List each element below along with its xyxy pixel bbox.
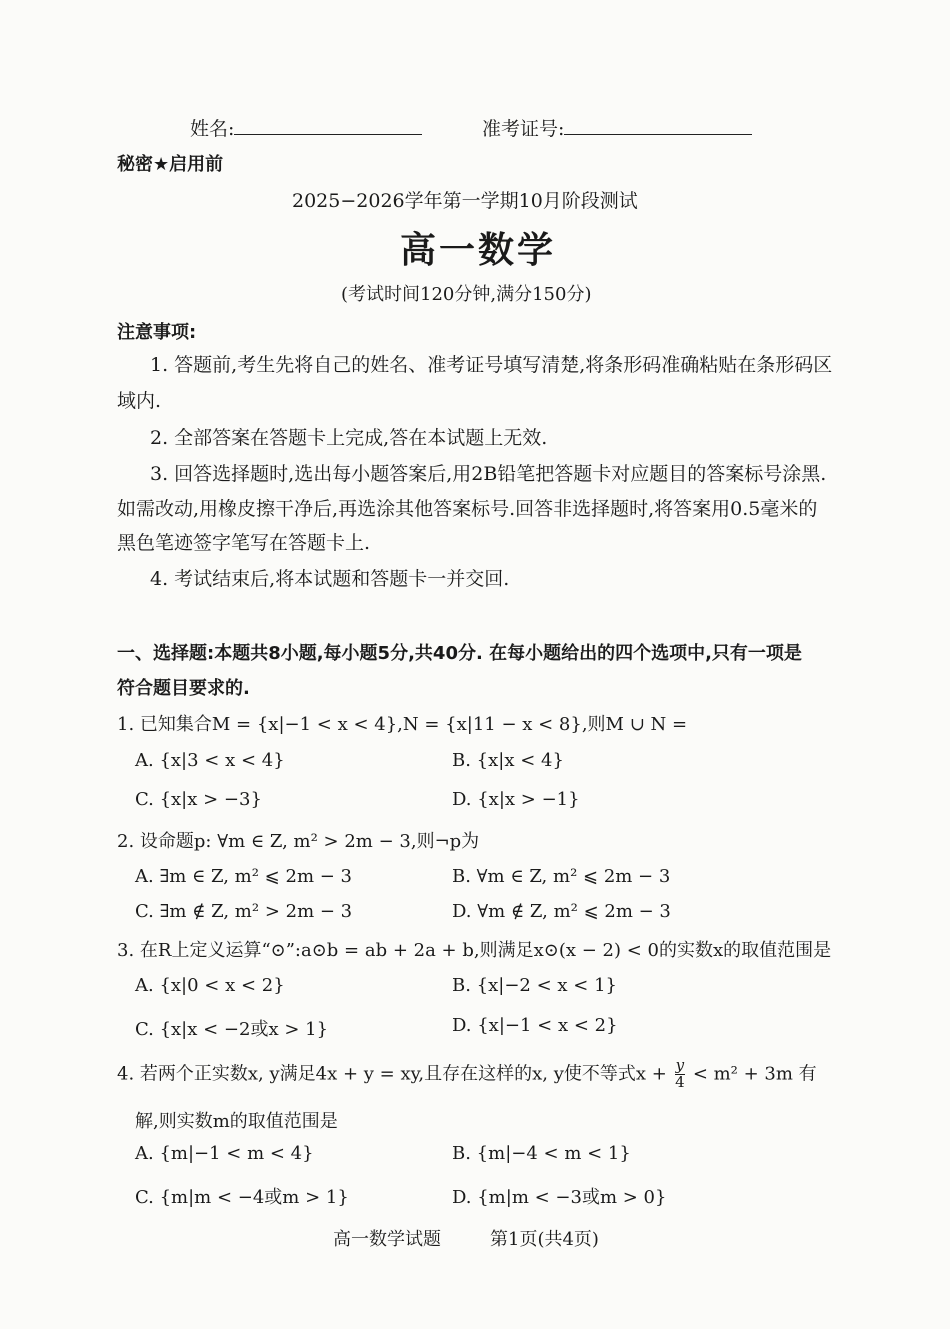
question-1-option-d: D. {x|x > −1} [452,789,580,810]
question-4-option-b: B. {m|−4 < m < 1} [452,1143,631,1164]
note-3-line-3: 黑色笔迹签字笔写在答题卡上. [117,532,371,554]
name-label: 姓名: [190,118,235,140]
question-4-option-d: D. {m|m < −3或m > 0} [452,1187,667,1208]
exam-id-label: 准考证号: [482,118,565,140]
time-note: (考试时间120分钟,满分150分) [341,284,592,305]
section-1-line-1: 一、选择题:本题共8小题,每小题5分,共40分. 在每小题给出的四个选项中,只有一项是 [117,643,802,664]
question-1-option-b: B. {x|x < 4} [452,750,564,771]
question-3-option-c: C. {x|x < −2或x > 1} [135,1019,329,1040]
fraction-y-over-4 [675,1058,685,1091]
exam-id-underline [564,118,752,135]
question-1-option-a: A. {x|3 < x < 4} [135,750,285,771]
question-4-option-a: A. {m|−1 < m < 4} [135,1143,314,1164]
fraction-denominator: 4 [675,1072,685,1091]
footer-subject: 高一数学试题 [333,1229,441,1250]
question-2-option-d: D. ∀m ∉ Z, m² ⩽ 2m − 3 [452,901,671,922]
notes-heading: 注意事项: [117,322,197,343]
question-2-stem: 2. 设命题p: ∀m ∈ Z, m² > 2m − 3,则¬p为 [117,831,480,852]
name-field [190,114,422,141]
subject-title: 高一数学 [400,229,557,271]
note-1-line-1: 1. 答题前,考生先将自己的姓名、准考证号填写清楚,将条形码准确粘贴在条形码区 [150,354,833,376]
question-4-stem-post: < m² + 3m 有 [692,1063,817,1085]
question-4-option-c: C. {m|m < −4或m > 1} [135,1187,349,1208]
footer-page-number: 第1页(共4页) [490,1229,599,1250]
section-1-line-2: 符合题目要求的. [117,678,250,699]
secret-label: 秘密★启用前 [117,154,224,175]
question-3-option-d: D. {x|−1 < x < 2} [452,1015,618,1036]
question-2-option-b: B. ∀m ∈ Z, m² ⩽ 2m − 3 [452,866,671,887]
question-4-stem-pre: 4. 若两个正实数x, y满足4x + y = xy,且存在这样的x, y使不等式x + [117,1063,667,1085]
question-1-stem: 1. 已知集合M = {x|−1 < x < 4},N = {x|11 − x < 8},则M ∪ N = [117,714,688,735]
question-3-stem: 3. 在R上定义运算“⊙”:a⊙b = ab + 2a + b,则满足x⊙(x − 2) < 0的实数x的取值范围是 [117,940,832,961]
note-3-line-2: 如需改动,用橡皮擦干净后,再选涂其他答案标号.回答非选择题时,将答案用0.5毫米的 [117,498,818,520]
question-3-option-b: B. {x|−2 < x < 1} [452,975,617,996]
name-underline [234,118,422,135]
note-4: 4. 考试结束后,将本试题和答题卡一并交回. [150,568,510,590]
note-3-line-1: 3. 回答选择题时,选出每小题答案后,用2B铅笔把答题卡对应题目的答案标号涂黑. [150,463,827,485]
question-3-option-a: A. {x|0 < x < 2} [135,975,285,996]
note-1-line-2: 域内. [117,390,162,412]
question-4-stem-line-2: 解,则实数m的取值范围是 [135,1111,338,1132]
question-2-option-a: A. ∃m ∈ Z, m² ⩽ 2m − 3 [135,866,352,887]
fraction-numerator: y [675,1056,685,1074]
exam-id-field [482,114,752,141]
question-2-option-c: C. ∃m ∉ Z, m² > 2m − 3 [135,901,353,922]
question-4-stem [117,1058,817,1091]
question-1-option-c: C. {x|x > −3} [135,789,262,810]
term-title: 2025−2026学年第一学期10月阶段测试 [292,190,638,212]
note-2: 2. 全部答案在答题卡上完成,答在本试题上无效. [150,427,548,449]
